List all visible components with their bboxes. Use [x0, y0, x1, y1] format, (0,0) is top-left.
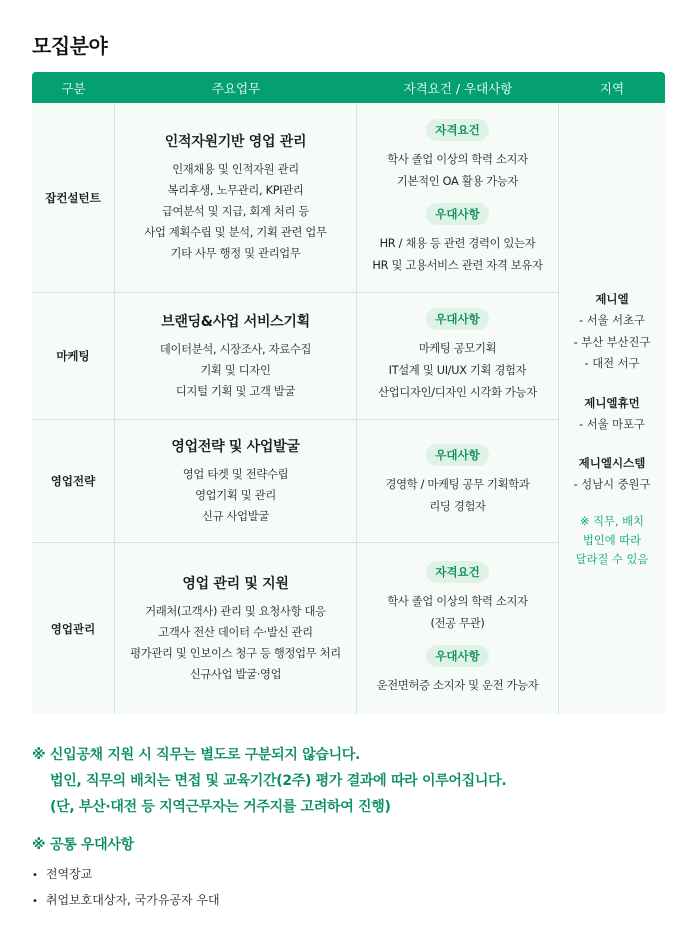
- qualification-line: 리딩 경험자: [429, 500, 486, 513]
- qualification-group: [387, 561, 528, 635]
- notice-line: (단, 부산·대전 등 지역근무자는 거주지를 고려하여 진행): [50, 799, 391, 815]
- header-duties: 주요업무: [211, 80, 261, 96]
- duty-line: 기타 사무 행정 및 관리업무: [170, 247, 301, 260]
- duty-cell: [115, 543, 357, 714]
- notice-line: 법인, 직무의 배치는 면접 및 교육기간(2주) 평가 결과에 따라 이루어집니다.: [50, 773, 507, 789]
- region-location: - 서울 마포구: [579, 417, 645, 431]
- duty-line: 고객사 전산 데이터 수·발신 관리: [158, 625, 313, 639]
- region-cell: [559, 103, 665, 714]
- notice-line: ※ 신입공채 지원 시 직무는 별도로 구분되지 않습니다.: [32, 747, 361, 763]
- region-company-name: 제니엘휴먼: [584, 395, 640, 410]
- region-location: - 성남시 중원구: [573, 478, 651, 492]
- table-row: [32, 293, 559, 420]
- duty-cell: [115, 293, 357, 419]
- category-cell: 마케팅: [32, 293, 115, 419]
- qualification-badge: 우대사항: [426, 444, 488, 466]
- qualification-badge: 우대사항: [426, 645, 488, 667]
- qualification-cell: [357, 103, 559, 292]
- duty-line: 인재채용 및 인적자원 관리: [172, 163, 299, 176]
- category-cell: 영업전략: [32, 420, 115, 542]
- duty-line: 복리후생, 노무관리, KPI관리: [167, 184, 304, 197]
- duty-cell: [115, 420, 357, 542]
- qualification-line: (전공 무관): [430, 616, 485, 630]
- qualification-cell: [357, 420, 559, 542]
- qualification-line: 학사 졸업 이상의 학력 소지자: [387, 152, 528, 166]
- region-note-line: ※ 직무, 배치: [580, 514, 644, 528]
- recruitment-table: [32, 72, 665, 714]
- header-qualifications: 자격요건 / 우대사항: [403, 80, 513, 96]
- qualification-line: 기본적인 OA 활용 가능자: [396, 174, 519, 188]
- header-region: 지역: [599, 80, 625, 96]
- qualification-group: [372, 203, 542, 277]
- category-cell: 영업관리: [32, 543, 115, 714]
- duty-line: 데이터분석, 시장조사, 자료수집: [159, 342, 312, 356]
- duty-line: 사업 계획수립 및 분석, 기획 관련 업무: [144, 226, 327, 239]
- region-note-line: 법인에 따라: [582, 533, 642, 547]
- qualification-line: HR 및 고용서비스 관련 자격 보유자: [372, 258, 543, 272]
- qualification-line: IT설계 및 UI/UX 기획 경험자: [388, 364, 527, 377]
- common-preference-list: [32, 862, 220, 914]
- qualification-group: [385, 444, 529, 518]
- header-category: 구분: [61, 80, 86, 96]
- region-location: - 서울 서초구: [579, 314, 645, 328]
- duty-cell: [115, 103, 357, 292]
- region-note: [576, 512, 649, 569]
- region-company-name: 제니엘: [595, 292, 629, 307]
- qualification-line: 마케팅 공모기획: [418, 342, 497, 355]
- qualification-line: 경영학 / 마케팅 공무 기획학과: [385, 478, 530, 491]
- common-preference-title: ※ 공통 우대사항: [32, 837, 134, 853]
- region-location: - 부산 부산진구: [573, 335, 651, 349]
- duty-line: 기획 및 디자인: [200, 363, 271, 377]
- qualification-badge: 우대사항: [426, 203, 488, 225]
- duty-title: 인적자원기반 영업 관리: [164, 134, 307, 150]
- duty-line: 영업기획 및 관리: [195, 488, 276, 502]
- qualification-line: 산업디자인/디자인 시각화 가능자: [378, 386, 537, 399]
- notice-block: [32, 742, 665, 820]
- table-rows: [32, 103, 559, 714]
- page-title: 모집분야: [32, 34, 108, 58]
- qualification-badge: 자격요건: [426, 119, 488, 141]
- qualification-cell: [357, 293, 559, 419]
- duty-title: 영업전략 및 사업발굴: [171, 438, 300, 455]
- table-row: [32, 420, 559, 543]
- duty-line: 신규 사업발굴: [202, 509, 269, 523]
- qualification-group: [387, 119, 528, 193]
- region-note-line: 달라질 수 있음: [575, 552, 649, 566]
- duty-line: 영업 타겟 및 전략수립: [182, 467, 289, 481]
- category-cell: 잡컨설턴트: [32, 103, 115, 292]
- table-header: [32, 72, 665, 103]
- qualification-group: [377, 645, 539, 697]
- qualification-cell: [357, 543, 559, 714]
- common-preference-item: • 전역장교: [32, 862, 220, 888]
- table-row: [32, 103, 559, 293]
- qualification-group: [378, 308, 537, 404]
- duty-title: 브랜딩&사업 서비스기획: [161, 313, 310, 330]
- region-location: - 대전 서구: [584, 357, 640, 371]
- common-preference-item: • 취업보호대상자, 국가유공자 우대: [32, 888, 220, 914]
- table-row: [32, 543, 559, 714]
- duty-line: 급여분석 및 지급, 회계 처리 등: [161, 205, 310, 218]
- duty-line: 거래처(고객사) 관리 및 요청사항 대응: [145, 604, 326, 618]
- duty-line: 평가관리 및 인보이스 청구 등 행정업무 처리: [130, 646, 341, 660]
- table-body: [32, 103, 665, 714]
- qualification-line: HR / 채용 등 관련 경력이 있는자: [379, 236, 536, 250]
- qualification-line: 운전면허증 소지자 및 운전 가능자: [376, 678, 539, 692]
- duty-line: 디지털 기획 및 고객 발굴: [175, 384, 296, 398]
- qualification-badge: 우대사항: [426, 308, 488, 330]
- duty-title: 영업 관리 및 지원: [182, 575, 289, 592]
- qualification-badge: 자격요건: [426, 561, 488, 583]
- duty-line: 신규사업 발굴·영업: [189, 667, 282, 681]
- region-company-name: 제니엘시스템: [578, 456, 646, 471]
- qualification-line: 학사 졸업 이상의 학력 소지자: [387, 594, 528, 608]
